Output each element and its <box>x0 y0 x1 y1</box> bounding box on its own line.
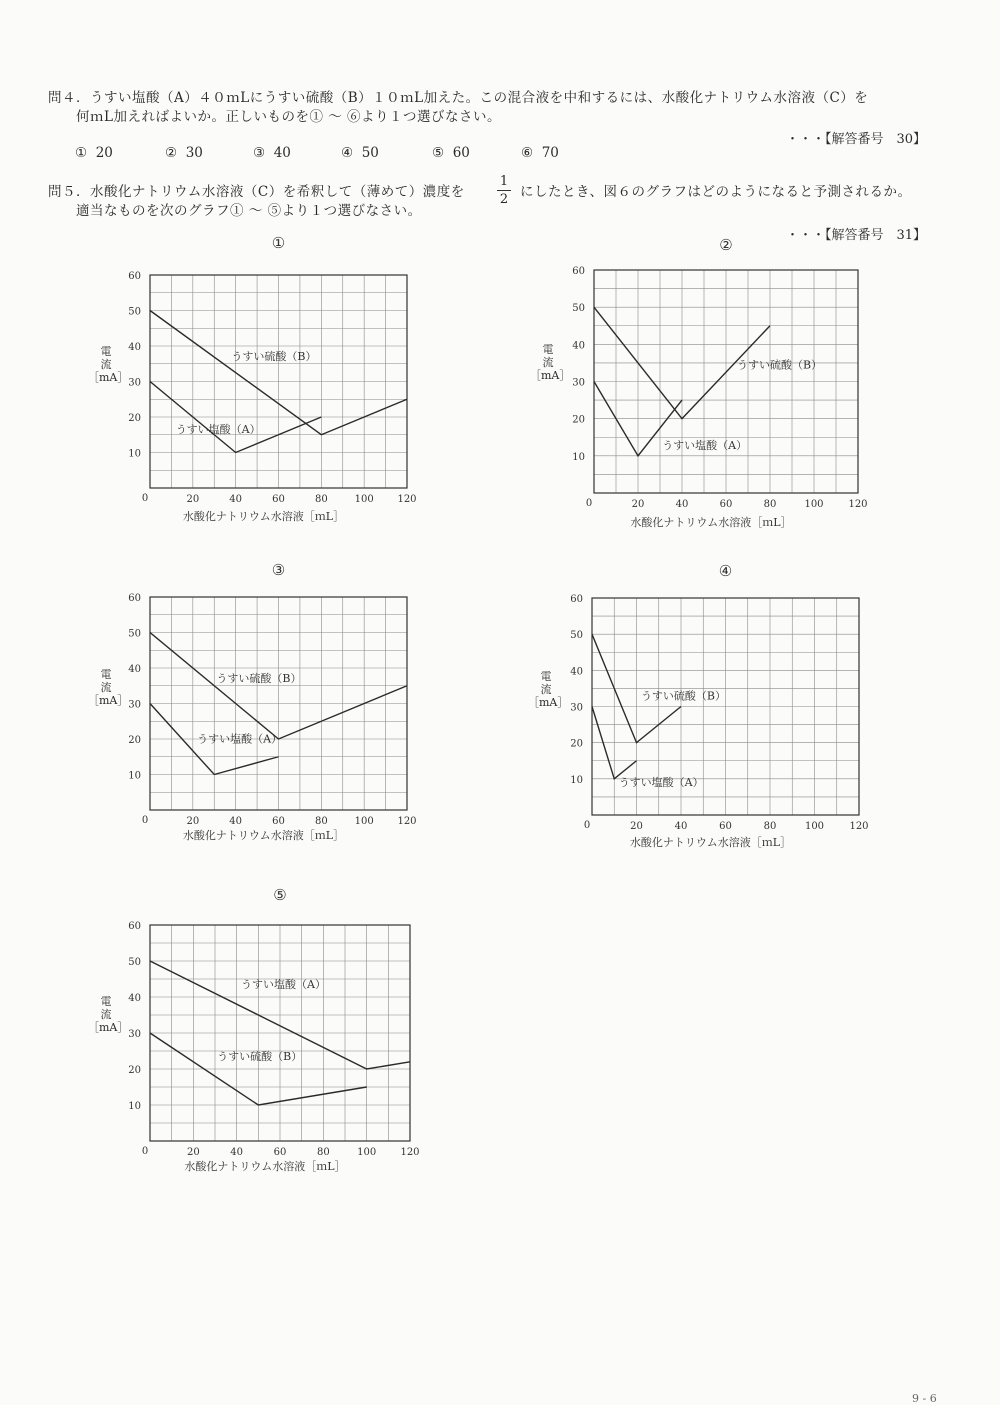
chart-2-ylabel: 電 流 ［mA］ <box>530 343 571 382</box>
x-tick-label: 40 <box>675 499 689 510</box>
q5-fraction-numerator: 1 <box>499 174 509 189</box>
y-tick-label: 10 <box>128 448 141 460</box>
x-tick-label: 40 <box>230 1147 244 1158</box>
x-tick-label: 100 <box>804 821 825 832</box>
origin-tick-label: 0 <box>585 498 593 509</box>
x-tick-label: 120 <box>400 1147 420 1158</box>
y-tick-label: 60 <box>128 271 141 282</box>
y-tick-label: 20 <box>570 738 583 750</box>
q4-text-line1: 問４．うすい塩酸（A）４０ｍLにうすい硫酸（B）１０ｍL加えた。この混合液を中和するには、水酸化ナトリウム水溶液（C）を <box>48 90 869 106</box>
q4-answer-number: ・・・【解答番号 30】 <box>786 132 927 147</box>
y-tick-label: 30 <box>570 702 583 714</box>
y-tick-label: 50 <box>128 628 141 640</box>
x-tick-label: 60 <box>272 494 285 505</box>
x-tick-label: 100 <box>357 1147 377 1158</box>
x-axis-label: 水酸化ナトリウム水溶液［ｍL］ <box>182 510 345 523</box>
y-tick-label: 30 <box>128 699 141 711</box>
q5-text-line2: 適当なものを次のグラフ① 〜 ⑤より１つ選びなさい。 <box>76 203 422 219</box>
x-axis-label: 水酸化ナトリウム水溶液［ｍL］ <box>630 516 792 529</box>
plot-frame <box>150 275 407 488</box>
series-label: うすい硫酸（B） <box>640 689 727 703</box>
series-line-1 <box>150 311 407 435</box>
x-tick-label: 20 <box>186 494 200 505</box>
q4-choice-1[interactable]: ① 20 <box>75 145 113 161</box>
y-tick-label: 40 <box>128 664 141 675</box>
y-tick-label: 50 <box>128 957 141 968</box>
series-line-2 <box>150 382 321 453</box>
series-line-1 <box>592 634 681 743</box>
chart-3-ylabel: 電 流 ［mA］ <box>88 668 129 707</box>
q5-fraction <box>497 174 511 207</box>
x-axis-label: 水酸化ナトリウム水溶液［ｍL］ <box>182 829 345 842</box>
y-tick-label: 40 <box>572 340 585 352</box>
series-line-2 <box>150 1033 367 1105</box>
x-tick-label: 80 <box>314 494 328 505</box>
x-tick-label: 20 <box>186 816 200 827</box>
plot-frame <box>592 598 859 815</box>
q5-answer-number: ・・・【解答番号 31】 <box>786 228 927 243</box>
y-tick-label: 30 <box>128 377 141 389</box>
series-label: うすい硫酸（B） <box>231 350 317 364</box>
chart-number: ③ <box>271 561 286 579</box>
x-tick-label: 20 <box>186 1147 200 1158</box>
y-tick-label: 30 <box>128 1029 141 1040</box>
y-tick-label: 10 <box>128 770 141 782</box>
series-label: うすい塩酸（A） <box>618 776 704 790</box>
q4-choice-2[interactable]: ② 30 <box>165 145 203 161</box>
chart-number: ⑤ <box>273 886 287 904</box>
x-tick-label: 100 <box>804 499 824 510</box>
series-label: うすい塩酸（A） <box>241 978 326 991</box>
series-line-1 <box>150 961 410 1069</box>
series-label: うすい塩酸（A） <box>662 439 748 453</box>
series-line-2 <box>150 704 279 775</box>
x-tick-label: 20 <box>630 821 643 832</box>
x-axis-label: 水酸化ナトリウム水溶液［ｍL］ <box>629 836 792 849</box>
x-tick-label: 40 <box>229 816 243 827</box>
x-tick-label: 120 <box>849 821 869 832</box>
y-tick-label: 50 <box>572 303 585 315</box>
origin-tick-label: 0 <box>141 815 149 826</box>
y-tick-label: 10 <box>572 451 585 463</box>
y-tick-label: 40 <box>570 666 583 678</box>
q5-text-line1a: 問５．水酸化ナトリウム水溶液（C）を希釈して（薄めて）濃度を <box>48 184 465 200</box>
x-tick-label: 80 <box>314 816 328 827</box>
page-number: 9 - 6 <box>912 1392 937 1405</box>
series-label: うすい硫酸（B） <box>737 358 823 372</box>
plot-frame <box>150 925 410 1141</box>
series-label: うすい硫酸（B） <box>217 1050 303 1063</box>
origin-tick-label: 0 <box>583 820 591 831</box>
series-line-2 <box>594 382 682 456</box>
origin-tick-label: 0 <box>141 493 149 504</box>
x-tick-label: 80 <box>316 1147 330 1158</box>
x-axis-label: 水酸化ナトリウム水溶液［ｍL］ <box>184 1160 346 1173</box>
series-line-1 <box>150 633 407 740</box>
q4-text-line2: 何ｍL加えればよいか。正しいものを① 〜 ⑥より１つ選びなさい。 <box>76 109 502 125</box>
x-tick-label: 100 <box>354 816 374 827</box>
y-tick-label: 20 <box>128 1065 141 1076</box>
q4-choice-6[interactable]: ⑥ 70 <box>521 145 559 161</box>
plot-frame <box>594 270 858 493</box>
x-tick-label: 20 <box>631 499 645 510</box>
x-tick-label: 120 <box>397 816 417 827</box>
y-tick-label: 40 <box>128 342 141 353</box>
x-tick-label: 60 <box>272 816 285 827</box>
y-tick-label: 60 <box>128 593 141 604</box>
chart-number: ④ <box>718 562 733 580</box>
q4-choice-5[interactable]: ⑤ 60 <box>432 145 470 161</box>
origin-tick-label: 0 <box>141 1146 149 1157</box>
y-tick-label: 20 <box>572 414 585 426</box>
q5-text-line1b: にしたとき、図６のグラフはどのようになると予測されるか。 <box>520 184 912 200</box>
series-label: うすい塩酸（A） <box>197 732 283 746</box>
x-tick-label: 60 <box>719 821 732 832</box>
y-tick-label: 20 <box>128 413 141 424</box>
x-tick-label: 40 <box>229 494 243 505</box>
chart-number: ① <box>271 234 286 252</box>
chart-5-ylabel: 電 流 ［mA］ <box>88 995 129 1034</box>
series-label: うすい塩酸（A） <box>175 422 261 436</box>
x-tick-label: 40 <box>674 821 688 832</box>
x-tick-label: 100 <box>354 494 374 505</box>
y-tick-label: 60 <box>572 266 585 277</box>
y-tick-label: 30 <box>572 377 585 389</box>
x-tick-label: 60 <box>273 1147 287 1158</box>
x-tick-label: 80 <box>763 499 777 510</box>
y-tick-label: 10 <box>128 1101 141 1112</box>
chart-4-ylabel: 電 流 ［mA］ <box>528 670 569 709</box>
x-tick-label: 60 <box>719 499 733 510</box>
x-tick-label: 120 <box>397 494 417 505</box>
plot-frame <box>150 597 407 810</box>
x-tick-label: 120 <box>848 499 868 510</box>
series-label: うすい硫酸（B） <box>216 672 302 686</box>
q5-fraction-denominator: 2 <box>499 192 509 207</box>
y-tick-label: 10 <box>570 774 583 786</box>
series-line-2 <box>592 707 637 779</box>
y-tick-label: 50 <box>128 306 141 318</box>
series-line-1 <box>594 307 770 419</box>
y-tick-label: 50 <box>570 630 583 642</box>
y-tick-label: 20 <box>128 735 141 746</box>
chart-1-ylabel: 電 流 ［mA］ <box>88 345 129 384</box>
y-tick-label: 60 <box>128 921 141 932</box>
q4-choice-4[interactable]: ④ 50 <box>341 145 379 161</box>
y-tick-label: 40 <box>128 993 141 1004</box>
chart-number: ② <box>719 236 733 254</box>
y-tick-label: 60 <box>570 594 583 605</box>
x-tick-label: 80 <box>763 821 777 832</box>
q4-choice-3[interactable]: ③ 40 <box>253 145 291 161</box>
q4-choices <box>0 145 1000 165</box>
